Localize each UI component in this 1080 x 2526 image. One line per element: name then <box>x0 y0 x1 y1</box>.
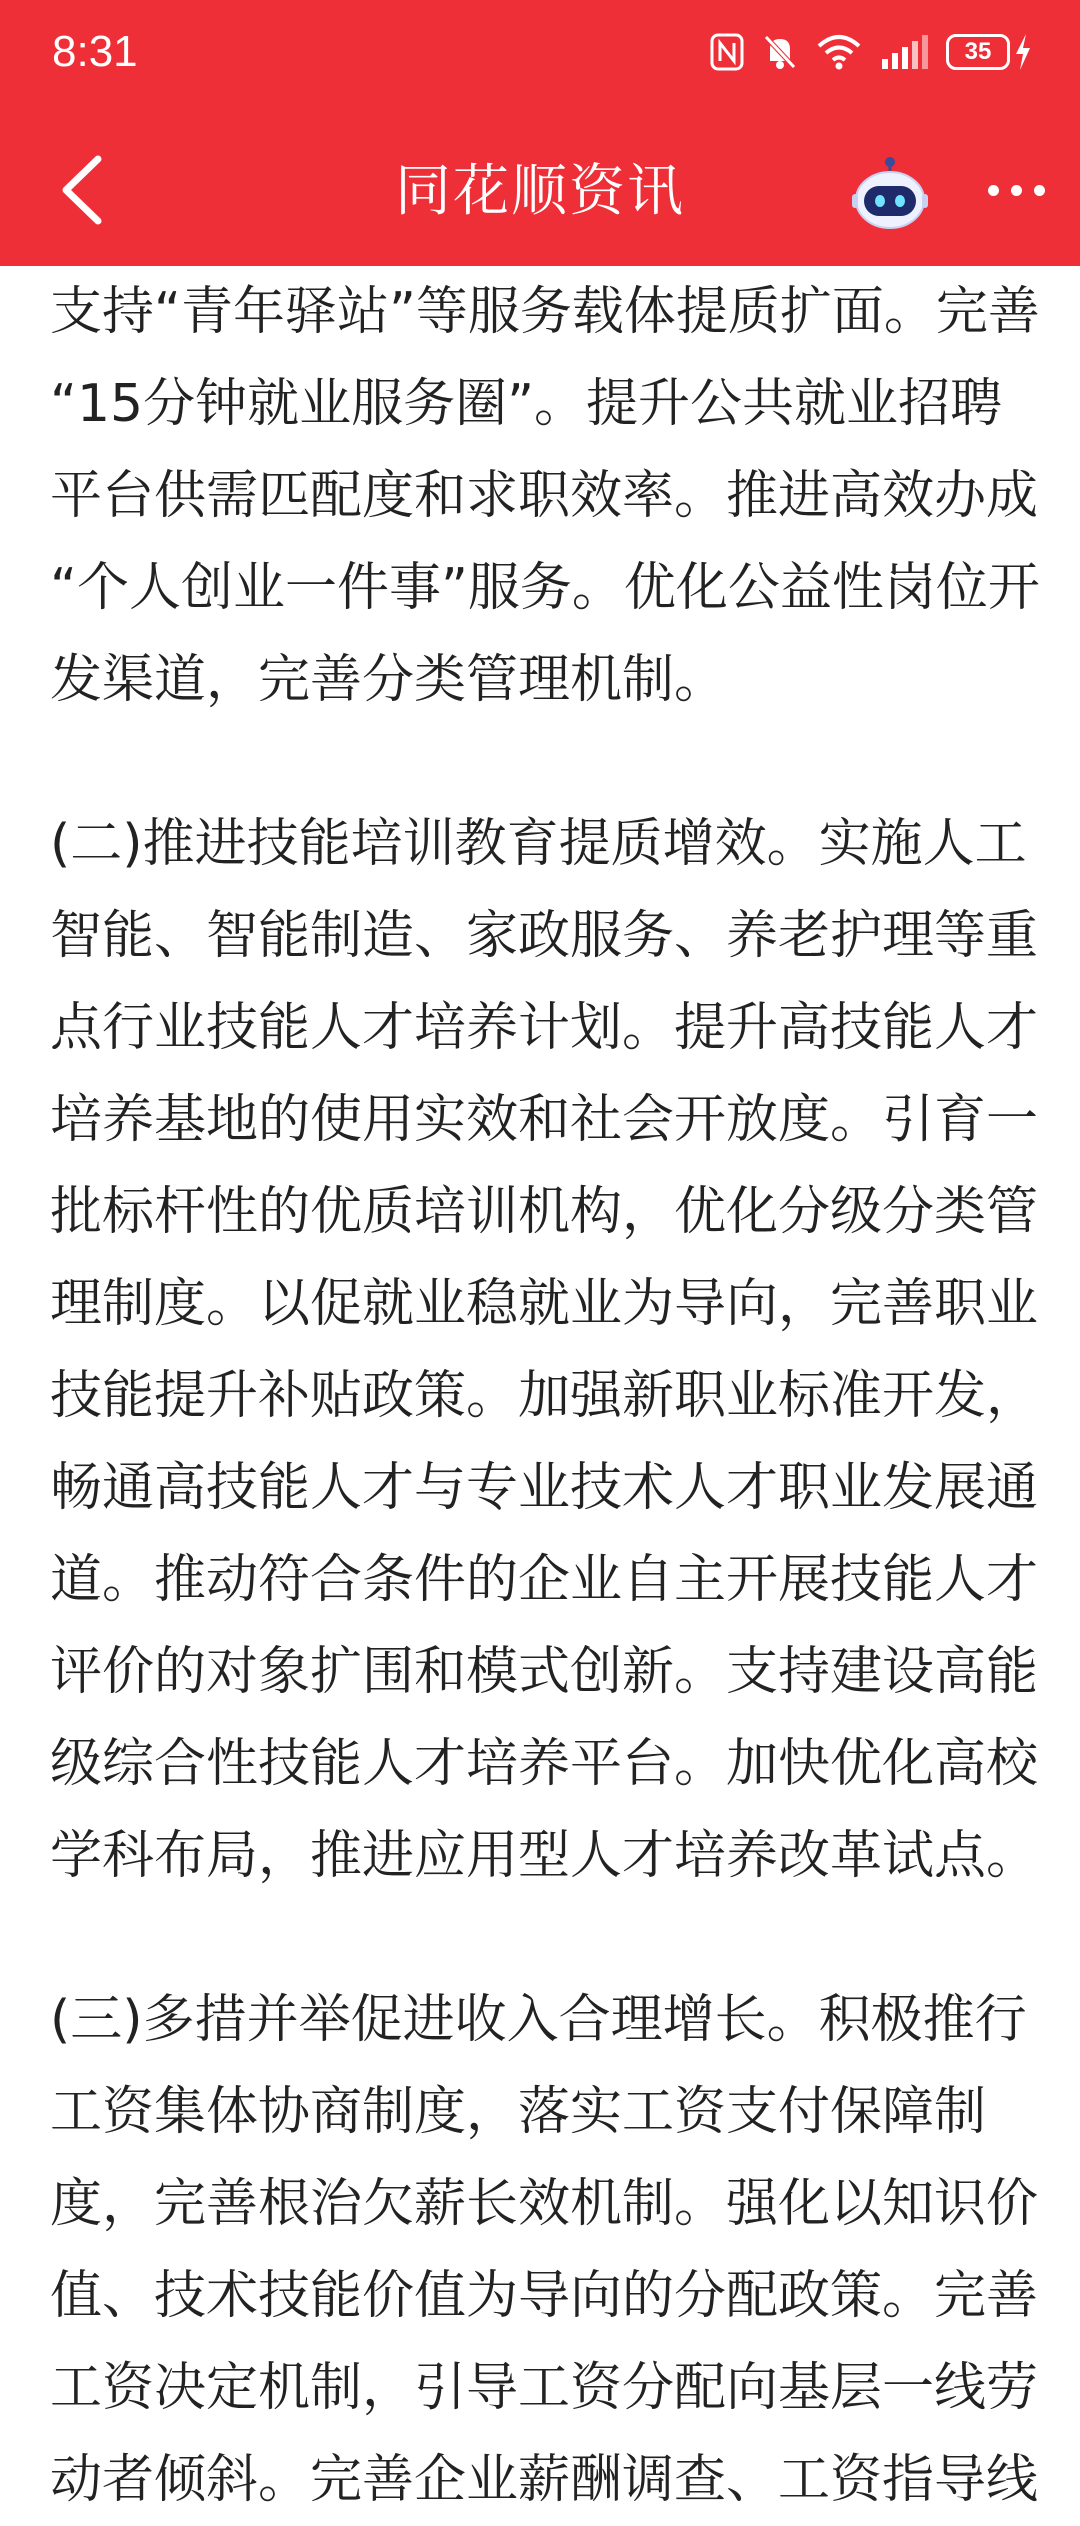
paragraph-line: 点行业技能人才培养计划。提升高技能人才 <box>50 998 1039 1058</box>
paragraph-line: “个人创业一件事”服务。优化公益性岗位开 <box>50 558 1040 618</box>
ai-assistant-button[interactable] <box>848 150 932 234</box>
paragraph-line: 工资决定机制，引导工资分配向基层一线劳 <box>50 2358 1039 2418</box>
paragraph-line: 发渠道，完善分类管理机制。 <box>50 650 727 710</box>
robot-icon <box>848 150 932 234</box>
paragraph-line: 智能、智能制造、家政服务、养老护理等重 <box>50 906 1039 966</box>
paragraph-line: “15分钟就业服务圈”。提升公共就业招聘 <box>50 374 1003 434</box>
app-header <box>0 0 1080 266</box>
battery-level: 35 <box>946 34 1010 70</box>
paragraph-line: 理制度。以促就业稳就业为导向，完善职业 <box>50 1274 1039 1334</box>
paragraph-line: 级综合性技能人才培养平台。加快优化高校 <box>50 1734 1039 1794</box>
wifi-icon <box>816 34 862 70</box>
charging-bolt-icon <box>1014 34 1032 70</box>
paragraph-line: 评价的对象扩围和模式创新。支持建设高能 <box>50 1642 1039 1702</box>
more-dot-icon <box>1011 185 1022 196</box>
paragraph-line: 值、技术技能价值为导向的分配政策。完善 <box>50 2266 1039 2326</box>
article-paragraph-1 <box>50 266 1040 726</box>
more-dot-icon <box>988 185 999 196</box>
more-options-button[interactable] <box>976 170 1056 210</box>
paragraph-line: 培养基地的使用实效和社会开放度。引育一 <box>50 1090 1039 1150</box>
paragraph-line: 畅通高技能人才与专业技术人才职业发展通 <box>50 1458 1039 1518</box>
paragraph-spacer <box>50 726 1040 798</box>
article-paragraph-2 <box>50 798 1040 1902</box>
status-icons <box>710 28 1032 76</box>
paragraph-line: (二)推进技能培训教育提质增效。实施人工 <box>50 814 1027 874</box>
nav-bar <box>0 120 1080 266</box>
paragraph-line: 支持“青年驿站”等服务载体提质扩面。完善 <box>50 282 1040 342</box>
nfc-icon <box>710 33 744 71</box>
article-body <box>50 266 1040 2526</box>
page-title: 同花顺资讯 <box>395 159 685 224</box>
paragraph-line: 学科布局，推进应用型人才培养改革试点。 <box>50 1826 1039 1886</box>
status-time: 8:31 <box>52 27 138 76</box>
paragraph-line: 工资集体协商制度，落实工资支付保障制 <box>50 2082 987 2142</box>
more-dot-icon <box>1034 185 1045 196</box>
paragraph-line: 技能提升补贴政策。加强新职业标准开发， <box>50 1366 1039 1426</box>
mute-bell-icon <box>762 33 798 71</box>
battery-indicator <box>946 34 1032 70</box>
paragraph-line: 动者倾斜。完善企业薪酬调查、工资指导线 <box>50 2450 1039 2510</box>
paragraph-line: 批标杆性的优质培训机构，优化分级分类管 <box>50 1182 1039 1242</box>
paragraph-line: 平台供需匹配度和求职效率。推进高效办成 <box>50 466 1039 526</box>
paragraph-spacer <box>50 1902 1040 1974</box>
signal-icon <box>880 35 928 69</box>
paragraph-line: 度，完善根治欠薪长效机制。强化以知识价 <box>50 2174 1039 2234</box>
article-paragraph-3 <box>50 1974 1040 2526</box>
paragraph-line: (三)多措并举促进收入合理增长。积极推行 <box>50 1990 1027 2050</box>
paragraph-line: 道。推动符合条件的企业自主开展技能人才 <box>50 1550 1039 1610</box>
